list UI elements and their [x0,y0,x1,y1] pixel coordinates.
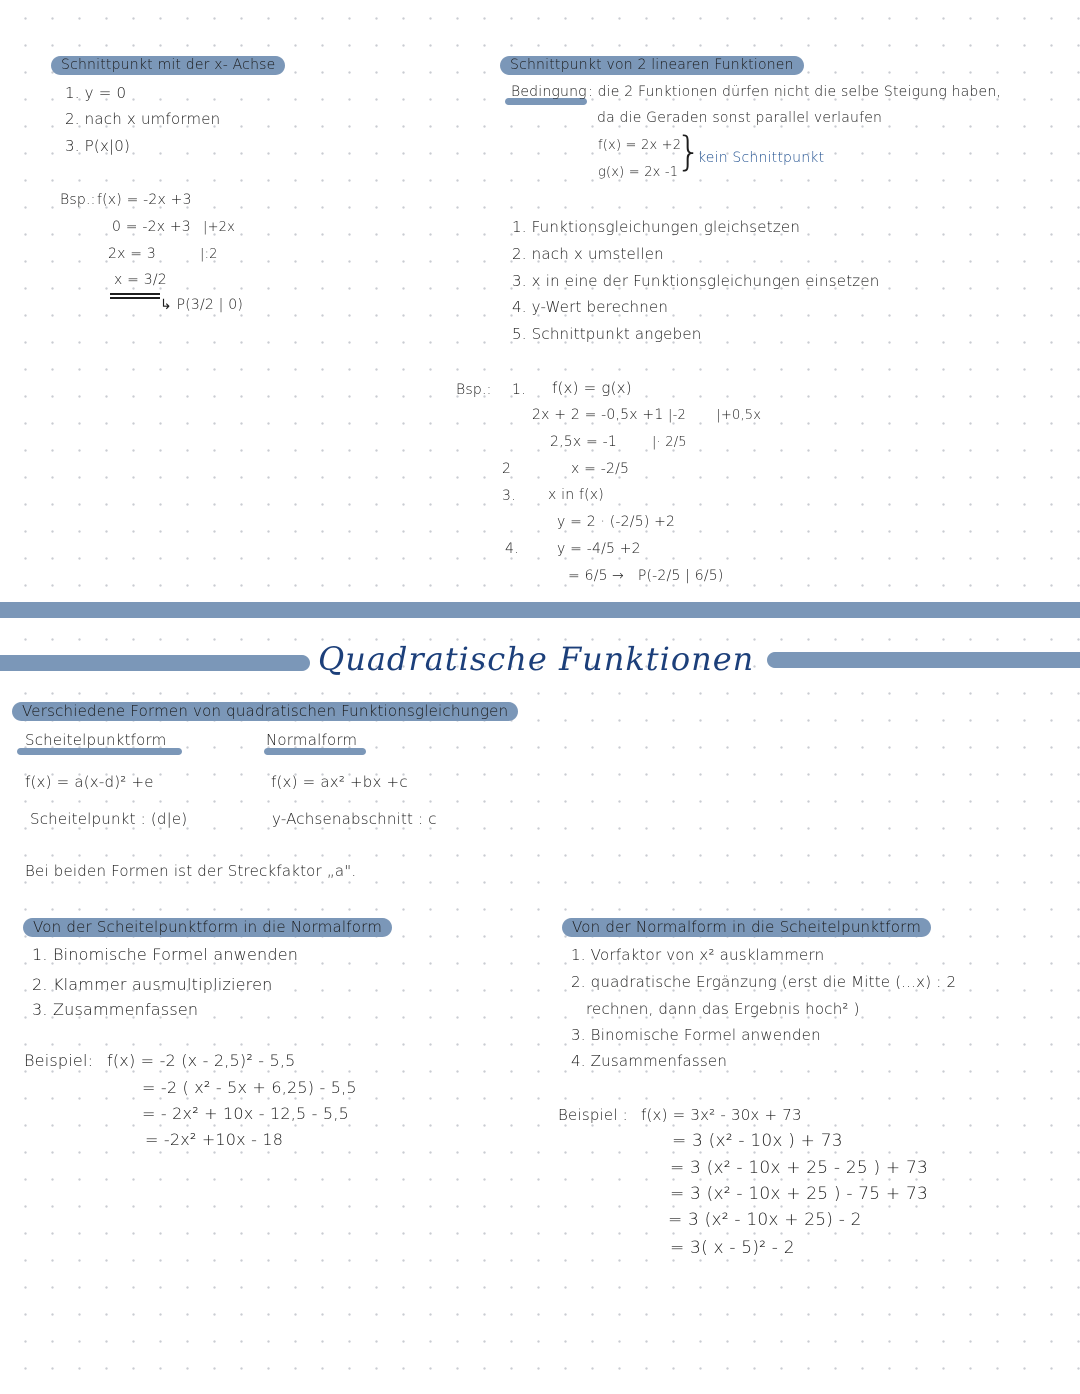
step-3: 3. P(x|0) [65,137,131,155]
row-eq: y = -4/5 +2 [557,541,641,557]
vertex-info: Scheitelpunkt : (d|e) [30,810,188,828]
example-line: f(x) = -2 (x - 2,5)² - 5,5 [107,1051,296,1070]
double-underline [110,297,160,299]
condition-label: Bedingung [511,84,587,100]
step-2: 2. Klammer ausmultiplizieren [32,975,273,994]
condition-text-2: da die Geraden sonst parallel verlaufen [597,110,883,126]
vertex-form-underline [17,748,182,755]
step-4: 4. Zusammenfassen [571,1052,728,1070]
step-2-cont: rechnen, dann das Ergebnis hoch² ) [586,1000,860,1018]
step-2: 2. nach x umstellen [512,245,664,263]
example-line: = 3 (x² - 10x ) + 73 [672,1131,843,1151]
step-3: 3. x in eine der Funktionsgleichungen einsetzen [512,272,880,290]
title-banner-right [767,652,1080,668]
brace-icon: } [676,129,702,175]
row-num: 2 [502,461,512,477]
vertex-form-heading: Scheitelpunktform [25,731,167,749]
example-line: = -2 ( x² - 5x + 6,25) - 5,5 [142,1078,357,1097]
row-num: 4. [505,541,519,557]
heading-normal-to-vertex: Von der Normalform in die Scheitelpunktform [562,918,931,937]
row-op: |· 2/5 [652,435,687,450]
example-line: = - 2x² + 10x - 12,5 - 5,5 [142,1104,349,1123]
example-line: = 3 (x² - 10x + 25 ) - 75 + 73 [670,1184,928,1204]
example-line-1: 0 = -2x +3 [112,219,191,235]
example-label: Bsp.: [456,382,492,398]
heading-x-axis-intersection: Schnittpunkt mit der x- Achse [51,56,285,75]
normal-info: y-Achsenabschnitt : c [272,810,437,828]
row-num: 1. [512,382,526,398]
row-eq: f(x) = g(x) [552,379,632,397]
normal-form-underline [264,748,366,755]
function-g: g(x) = 2x -1 [598,165,679,180]
page-title: Quadratische Funktionen [318,640,755,678]
example-label: Beispiel : [558,1106,628,1124]
no-intersection-note: kein Schnittpunkt [698,150,825,166]
divider-banner [0,602,1080,618]
step-2: 2. nach x umformen [65,110,221,128]
row-eq: 2x + 2 = -0,5x +1 [532,407,664,423]
step-1: 1. Binomische Formel anwenden [32,945,299,964]
step-3: 3. Binomische Formel anwenden [571,1026,821,1044]
example-op-1: |+2x [203,220,236,235]
row-eq: x = -2/5 [571,461,630,477]
example-result: ↳ P(3/2 | 0) [160,297,244,313]
step-2: 2. quadratische Ergänzung (erst die Mitte (...x) : 2 [571,973,957,991]
example-label: Bsp.: [60,192,96,208]
row-num: 3. [502,488,516,504]
row-eq: x in f(x) [548,487,604,503]
condition-text: : die 2 Funktionen dürfen nicht die selbe Steigung haben, [588,84,1002,100]
title-banner-left [0,655,310,671]
heading-two-lines-intersection: Schnittpunkt von 2 linearen Funktionen [500,56,804,75]
example-op-2: |:2 [200,247,218,262]
heading-forms: Verschiedene Formen von quadratischen Funktionsgleichungen [12,702,518,721]
row-eq: 2,5x = -1 [550,434,617,450]
heading-vertex-to-normal: Von der Scheitelpunktform in die Normalform [23,918,392,937]
example-line: = 3 (x² - 10x + 25) - 2 [668,1210,862,1230]
step-4: 4. y-Wert berechnen [512,298,669,316]
example-line: = 3( x - 5)² - 2 [670,1238,795,1258]
intersection-result: → P(-2/5 | 6/5) [612,568,724,584]
function-f: f(x) = 2x +2 [598,138,682,153]
double-underline [110,293,160,295]
example-line-3: x = 3/2 [114,272,167,288]
example-label: Beispiel: [24,1051,94,1070]
example-line: f(x) = 3x² - 30x + 73 [641,1106,802,1124]
step-1: 1. Vorfaktor von x² ausklammern [571,946,825,964]
step-3: 3. Zusammenfassen [32,1000,199,1019]
stretch-factor-note: Bei beiden Formen ist der Streckfaktor „a". [25,862,357,880]
example-line: = -2x² +10x - 18 [145,1130,284,1149]
example-line-2: 2x = 3 [108,246,156,262]
normal-form-heading: Normalform [266,731,358,749]
vertex-form-formula: f(x) = a(x-d)² +e [25,773,154,791]
example-line: = 3 (x² - 10x + 25 - 25 ) + 73 [670,1158,928,1178]
row-op: |-2 |+0,5x [668,408,762,423]
normal-form-formula: f(x) = ax² +bx +c [271,773,408,791]
row-eq: = 6/5 [568,568,608,584]
step-1: 1. Funktionsgleichungen gleichsetzen [512,218,801,236]
example-line-0: f(x) = -2x +3 [97,192,192,208]
step-1: 1. y = 0 [65,84,127,102]
step-5: 5. Schnittpunkt angeben [512,325,702,343]
row-eq: y = 2 · (-2/5) +2 [557,514,676,530]
